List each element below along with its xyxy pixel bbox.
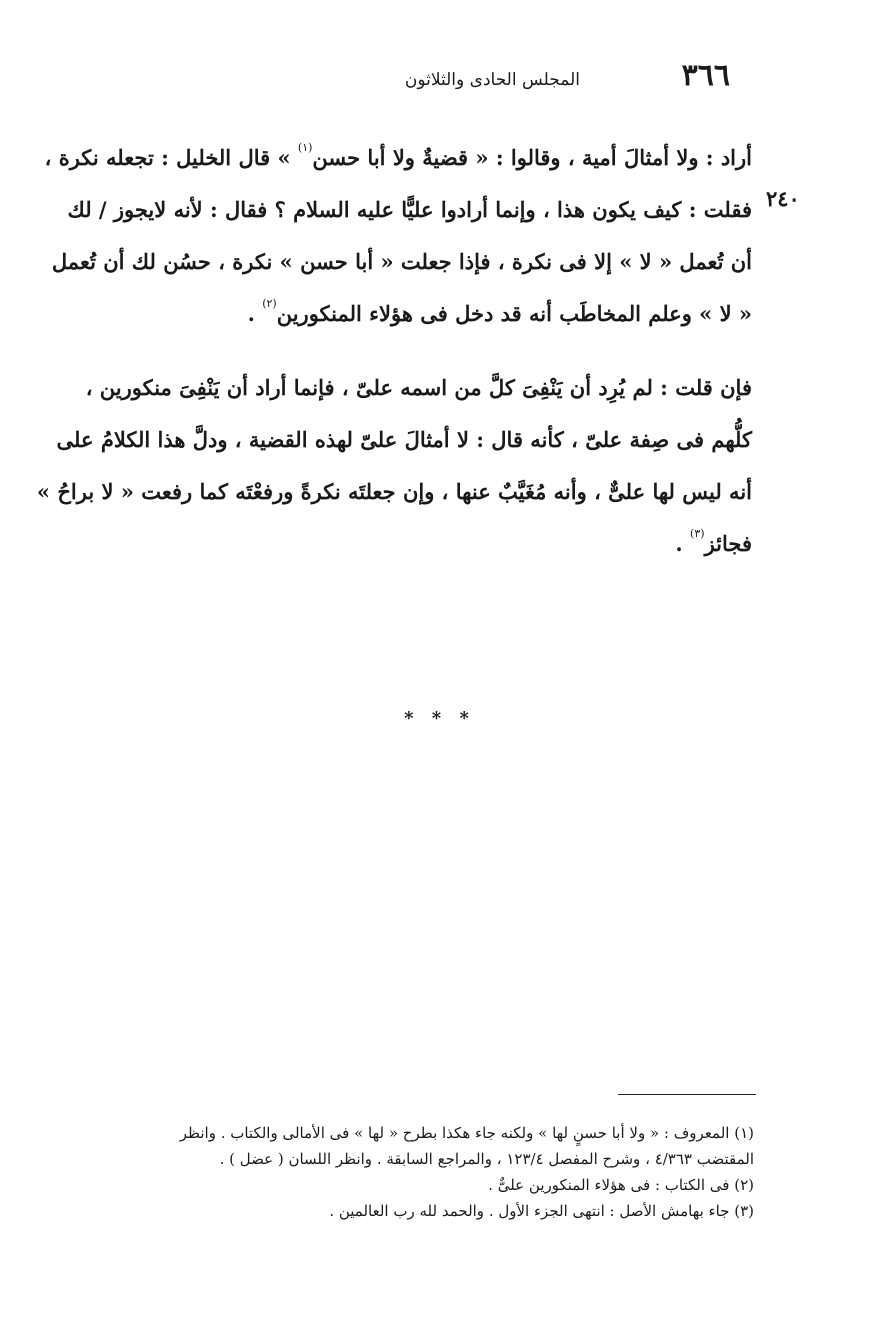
paragraph-2 xyxy=(36,362,752,570)
text-line: أنه ليس لها علىٌّ ، وأنه مُغَيَّبٌ عنها ، وإن جعلتَه نكرةً ورفعْتَه كما رفعت « لا براحُ » xyxy=(36,479,752,504)
text-line xyxy=(52,288,752,340)
text-segment: . xyxy=(247,301,263,326)
footnote-divider xyxy=(618,1094,756,1095)
paragraph-1 xyxy=(44,132,752,340)
footnotes xyxy=(50,1120,754,1224)
text-line xyxy=(52,518,752,570)
running-title: المجلس الحادى والثلاثون xyxy=(404,70,580,90)
text-segment: أراد : ولا أمثالَ أمية ، وقالوا : « قضيةٌ ولا أبا حسن xyxy=(312,145,752,170)
page-header xyxy=(300,58,730,98)
text-line: فقلت : كيف يكون هذا ، وإنما أرادوا عليًّا عليه السلام ؟ فقال : لأنه لايجوز / لك xyxy=(67,197,752,222)
footnote-3: (٣) جاء بهامش الأصل : انتهى الجزء الأول . والحمد لله رب العالمين . xyxy=(329,1202,754,1220)
text-segment: . xyxy=(675,531,691,556)
text-line: كلُّهم فى صِفة علىّ ، كأنه قال : لا أمثالَ علىّ لهذه القضية ، ودلَّ هذا الكلامُ على xyxy=(56,427,752,452)
text-line: فإن قلت : لم يُرِد أن يَنْفِىَ كلَّ من اسمه علىّ ، فإنما أراد أن يَنْفِىَ منكورين ، xyxy=(85,375,752,400)
text-segment: « لا » وعلم المخاطَب أنه قد دخل فى هؤلاء المنكورين xyxy=(276,301,752,326)
footnote-ref-2[interactable]: (٢) xyxy=(262,297,277,310)
main-text xyxy=(36,132,752,570)
footnote-1-line-1: (١) المعروف : « ولا أبا حسنٍ لها » ولكنه جاء هكذا بطرح « لها » فى الأمالى والكتاب . وانظر xyxy=(179,1124,754,1142)
margin-page-reference: ٢٤٠ xyxy=(766,186,800,211)
footnote-ref-1[interactable]: (١) xyxy=(297,141,313,154)
section-separator: * * * xyxy=(404,708,475,729)
paragraph-gap xyxy=(52,340,752,362)
footnote-ref-3[interactable]: (٣) xyxy=(690,527,705,540)
text-segment: » قال الخليل : تجعله نكرة ، xyxy=(44,145,298,170)
text-line xyxy=(44,132,752,184)
text-segment: فجائز xyxy=(704,531,752,556)
page-number: ٣٦٦ xyxy=(681,58,730,93)
text-line: أن تُعمل « لا » إلا فى نكرة ، فإذا جعلت « أبا حسن » نكرة ، حسُن لك أن تُعمل xyxy=(51,249,752,274)
footnote-2: (٢) فى الكتاب : فى هؤلاء المنكورين علىٌّ . xyxy=(488,1176,754,1194)
footnote-1-line-2: المقتضب ٤/٣٦٣ ، وشرح المفصل ١٢٣/٤ ، والمراجع السابقة . وانظر اللسان ( عضل ) . xyxy=(219,1150,754,1168)
